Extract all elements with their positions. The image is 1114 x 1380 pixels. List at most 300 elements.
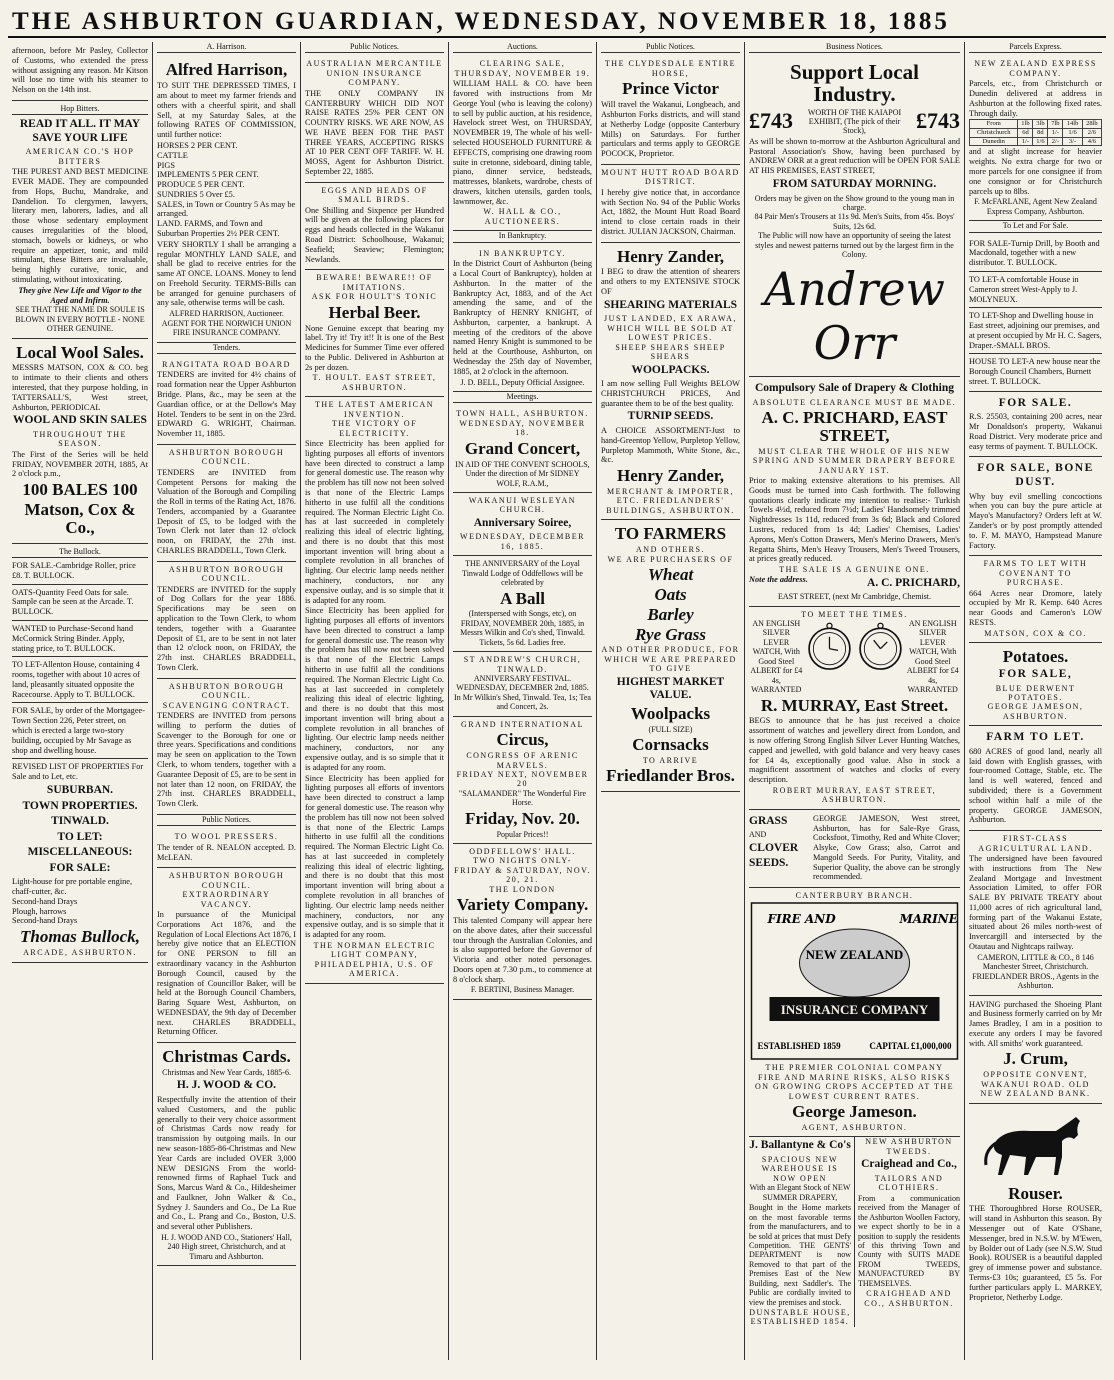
turnip-title: TURNIP SEEDS. xyxy=(627,410,714,423)
victory-body: Since Electricity has been applied for lighting purposes all efforts of inventors have been directed to construct a lamp for general domestic use. The reason why the problem has till now not been solved is that none of the Electric Lamps hitherto in use fulfil all the conditions required. The Norman Electric Light Co. has at last succeeded in completely realizing this ideal of electric lighting, and there is no doubt that this most important invention will bring about a complete revolution in all branches of lighting. Our electric lamp needs neither machinery, conductors, nor any expensive outlay, and is so simple that it is adapted for any room. xyxy=(305,773,444,940)
zander-ad xyxy=(601,243,740,521)
wool-sub2: THROUGHOUT THE SEASON. xyxy=(33,429,127,449)
column-1 xyxy=(8,42,153,1360)
vacancy-ad xyxy=(157,868,296,1043)
hop-body: THE PUREST AND BEST MEDICINE EVER MADE. They are compounded from Hops, Buchu, Mandrake, and Dandelion. To clergymen, lawyers, literary men, laborers, ladies, and all those whose sedentary employment causes irregularities of the blood, stomach, bowels or kidneys, or who require an appetizer, tonic, and mild stimulant, these Bitters are invaluable, being highly curative, tonic, and stimulating, without intoxicating. xyxy=(12,167,148,284)
aus-title: AUSTRALIAN MERCANTILE UNION INSURANCE COMPANY. xyxy=(306,59,443,88)
pocket-watch-icon xyxy=(855,619,906,675)
forsale-list xyxy=(12,877,148,926)
divider xyxy=(969,353,1102,354)
grass-seeds-ad xyxy=(749,810,960,888)
bankruptcy-ad xyxy=(453,246,592,392)
crum-intro: HAVING purchased the Shoeing Plant and Business formerly carried on by Mr James Bradley, I am in a position to execute any orders I may be favored with. All smiths' work guaranteed. xyxy=(969,999,1102,1048)
hop-sub: AMERICAN CO.'S HOP BITTERS xyxy=(25,147,135,166)
watch-row xyxy=(749,619,960,695)
horse-icon xyxy=(976,1111,1096,1181)
farms-title: FARMS TO LET WITH COVENANT TO PURCHASE. xyxy=(983,559,1088,588)
circus-title: Circus, xyxy=(496,730,549,750)
tender-body: TENDERS are INVITED from persons willing to perform the duties of Scavenger to the Borough for one or three years. Specifications and conditions may be seen on application to the Town Clerk, to whom tenders, together with a Guarantee Deposit of £5, are to be sent in not later than 12 noon, on FRIDAY, the 27th inst. CHARLES BRADDELL, Town Clerk. xyxy=(157,711,296,809)
premier-sub: FIRE AND MARINE RISKS, ALSO RISKS ON GROWING CROPS ACCEPTED AT THE LOWEST CURRENT RATES. xyxy=(754,1072,955,1101)
canterbury-branch: CANTERBURY BRANCH. xyxy=(795,891,914,901)
murray-title: R. MURRAY, East Street. xyxy=(760,695,949,715)
meetings-head: Meetings. xyxy=(453,392,592,403)
column-7 xyxy=(965,42,1106,1360)
wool-bales: 100 BALES 100 xyxy=(22,480,138,500)
rate-item: CATTLE xyxy=(157,150,188,160)
concert-ad xyxy=(453,406,592,492)
forsale-item: Plough, harrows xyxy=(12,906,67,916)
holt-title: ASK FOR HOULT'S TONIC xyxy=(311,292,438,302)
clover-word: CLOVER xyxy=(749,841,799,854)
table-cell: 28lb xyxy=(1082,120,1101,129)
murray-body: BEGS to announce that he has just received a choice assortment of watches and jewellery direct from London, and is now offering Strong English Silver Lever Hunting Watches, capped and jewelled, with gold balance and very heavy cases for £4 4s, exceptionally good value. Also in stock a magnificent assortment of watches and clocks of every description. xyxy=(749,716,960,785)
divider xyxy=(12,702,148,703)
fire-label: FIRE AND xyxy=(767,911,836,926)
hop-warn: SEE THAT THE NAME DR SOULE IS BLOWN IN EVERY BOTTLE - NONE OTHER GENUINE. xyxy=(15,305,145,334)
zander2-sub: MERCHANT & IMPORTER, ETC. FRIEDLANDERS' BUILDINGS, ASHBURTON. xyxy=(606,487,735,515)
latest-title: THE LATEST AMERICAN INVENTION. xyxy=(314,400,435,419)
woolpacks-body: I am now selling Full Weights BELOW CHRISTCHURCH PRICES, And guarantee them to be of the best quality. xyxy=(601,379,740,408)
table-cell: 1/6 xyxy=(1063,129,1082,138)
tinwald-head: TINWALD. xyxy=(51,815,109,828)
aus-body: THE ONLY COMPANY IN CANTERBURY WHICH DID NOT RAISE RATES 25% PER CENT ON COUNTRY RISKS. WE ARE NOW, AS WE HAVE BEEN FOR THE PAST THREE YEARS, ACCEPTING RISKS AT 10 PER CENT OFF TARIFF. W. H. MOSS, Agent for Ashburton District. September 22, 1885. xyxy=(305,88,444,176)
vacancy-body: In pursuance of the Municipal Corporations Act 1876, and the Regulation of Local Elections Act 1876, I hereby give notice that an ELECTION for ONE PERSON to fill an extraordinary vacancy in the Ashburton Borough Council, caused by the resignation of Councillor Baker, will be held at the Borough Council Chambers, Baring Square West, Ashburton, on WEDNESDAY, the 9th day of December next. CHARLES BRADDELL, Returning Officer. xyxy=(157,910,296,1037)
support-body: As will be shown to-morrow at the Ashburton Agricultural and Pastoral Association's Show, having been purchased by ANDREW ORR at a great reduction will be OPEN FOR SALE AT HIS PREMISES, EAST STREET, xyxy=(749,136,960,176)
table-cell: 14lb xyxy=(1063,120,1082,129)
bullock-head: The Bullock. xyxy=(12,547,148,558)
grand-concert: Grand Concert, xyxy=(464,438,581,458)
mount-title: MOUNT HUTT ROAD BOARD DISTRICT. xyxy=(601,167,740,187)
tender-title: ASHBURTON BOROUGH COUNCIL. xyxy=(168,447,285,467)
intro-ad xyxy=(12,42,148,101)
wool-pressers-title: TO WOOL PRESSERS. xyxy=(174,832,279,842)
bankruptcy-title: IN BANKRUPTCY. xyxy=(479,248,566,258)
table-cell: 2/6 xyxy=(1082,129,1101,138)
wood-sign: H. J. WOOD AND CO., Stationers' Hall, 240 High street, Christchurch, and at Timaru and Ashburton. xyxy=(161,1232,292,1261)
divider xyxy=(969,307,1102,308)
forsale2-title: FOR SALE, xyxy=(998,668,1073,680)
murray-ad xyxy=(749,607,960,810)
farms-body: 664 Acres near Dromore, lately occupied by Mr R. Kemp. 640 Acres near Goods and Cameron's LOW RESTS. xyxy=(969,588,1102,627)
rate-item: LAND. FARMS, and Town and Suburban Properties 2½ PER CENT. xyxy=(157,219,280,238)
harrison-ad xyxy=(157,56,296,342)
price-row xyxy=(749,108,960,136)
produce: AND OTHER PRODUCE, FOR WHICH WE ARE PREPARED TO GIVE xyxy=(601,645,740,674)
firstclass-title: FIRST-CLASS AGRICULTURAL LAND. xyxy=(978,834,1093,853)
dunstable: DUNSTABLE HOUSE, ESTABLISHED 1854. xyxy=(749,1308,851,1327)
column-3 xyxy=(301,42,449,1360)
shears-line: SHEEP SHEARS SHEEP SHEARS xyxy=(615,342,726,362)
beware-title: BEWARE! BEWARE!! OF IMITATIONS. xyxy=(316,273,433,292)
potatoes-ad xyxy=(969,643,1102,726)
nz-label: NEW ZEALAND xyxy=(805,946,904,962)
crum-sub: OPPOSITE CONVENT, WAKANUI ROAD. OLD NEW ZEALAND BANK. xyxy=(980,1070,1091,1099)
craighead-body: From a communication received from the Manager of the Ashburton Woollen Factory, we expect shortly to be in a position to supply the residents of this thriving Town and County with SUITS MADE FROM TWEEDS, MANUFACTURED BY THEMSELVES. xyxy=(858,1193,960,1288)
popular-prices: Popular Prices!! xyxy=(496,829,549,839)
tolet-list xyxy=(969,236,1102,392)
herbal-body: None Genuine except that bearing my label. Try it! Try it!! It is one of the Best Medicines for Summer Time ever offered to the Public. Delivered in Ashburton at 2s per dozen. xyxy=(305,323,444,372)
farmers-sub: AND OTHERS. xyxy=(636,545,705,555)
rate-item: SALES, in Town or Country 5 As may be arranged. xyxy=(157,199,296,219)
circus-ad xyxy=(453,717,592,844)
rate-item: PIGS xyxy=(157,160,175,170)
london: THE LONDON xyxy=(489,884,556,894)
prichard-address xyxy=(749,575,960,593)
eggs-ad xyxy=(305,183,444,271)
tolet-head: TO LET: xyxy=(57,830,103,843)
table-cell: 2/- xyxy=(1048,137,1063,146)
clearing-title: CLEARING SALE, xyxy=(479,59,566,69)
victory-body: Since Electricity has been applied for lighting purposes all efforts of inventors have been directed to construct a lamp for general domestic use. The reason why the problem has till now not been solved is that none of the Electric Lamps hitherto in use fulfil all the conditions required. The Norman Electric Light Co. has at last succeeded in completely realizing this ideal of electric lighting, and there is no doubt that this most important invention will bring about a complete revolution in all branches of lighting. Our electric lamp needs neither machinery, conductors, nor any expensive outlay, and is so simple that it is adapted for any room. xyxy=(305,439,444,605)
crum-title: J. Crum, xyxy=(1003,1049,1068,1069)
zander-title: Henry Zander, xyxy=(616,246,725,266)
victory-sign: THE NORMAN ELECTRIC LIGHT COMPANY, PHILADELPHIA, U.S. OF AMERICA. xyxy=(313,940,436,979)
grass-words xyxy=(749,813,813,883)
divider xyxy=(12,620,148,621)
table-cell: 1/- xyxy=(1048,129,1063,138)
xmas-sub: Christmas and New Year Cards, 1885-6. xyxy=(162,1068,291,1078)
soiree-title: Anniversary Soiree, xyxy=(473,516,572,529)
wood-body: Respectfully invite the attention of their valued Customers, and the public generally to their very choice assortment of Christmas Cards now ready for transmission by outgoing mails. In our new season-1885-86-Christmas and New Year Cards are included OVER 3,000 NEW DESIGNS From the world-renowned firms of Raphael Tuck and Sons, Marcus Ward & Co., Hildesheimer and Faulkner, John Walker & Co., Sydney J. Saunders and Co., De La Rue and Co., L. Prang and Co., Boston, U.S. and several other Publishers. xyxy=(157,1095,296,1232)
column-6 xyxy=(745,42,965,1360)
note-address: Note the address. xyxy=(749,574,808,584)
forsale-item: Light-house for pre portable engine, chaff-cutter, &c. xyxy=(12,877,133,897)
established-label: ESTABLISHED 1859 xyxy=(757,1040,841,1051)
town-hall: TOWN HALL, ASHBURTON. xyxy=(456,409,589,419)
columns xyxy=(8,42,1106,1360)
ballantyne-ad xyxy=(749,1137,855,1326)
craighead-sign: CRAIGHEAD AND CO., ASHBURTON. xyxy=(864,1289,954,1308)
wakanui-church: WAKANUI WESLEYAN CHURCH. xyxy=(468,495,577,515)
tenders-head: Tenders. xyxy=(157,343,296,354)
clearing-sale-ad xyxy=(453,56,592,231)
woolpacks2: Woolpacks xyxy=(630,703,711,723)
grain-item: Oats xyxy=(654,584,687,604)
table-cell: 7lb xyxy=(1048,120,1063,129)
hop-bitters-ad xyxy=(12,101,148,339)
crum-ad xyxy=(969,996,1102,1104)
col4-head: Auctions. xyxy=(453,42,592,53)
farms-ad xyxy=(969,556,1102,643)
friedlander-sign: Friedlander Bros. xyxy=(606,766,735,786)
nz-insurance-ad xyxy=(749,888,960,1137)
soiree-date: WEDNESDAY, DECEMBER 16, 1885. xyxy=(460,532,585,551)
divider xyxy=(12,656,148,657)
eggs-title: EGGS AND HEADS OF SMALL BIRDS. xyxy=(321,185,428,205)
concert-date: WEDNESDAY, NOVEMBER 18. xyxy=(459,418,586,438)
ball-head: THE ANNIVERSARY of the Loyal Tinwald Lodge of Oddfellows will be celebrated by xyxy=(462,559,583,588)
forsale-item: Second-hand Drays xyxy=(12,896,78,906)
town-head: TOWN PROPERTIES. xyxy=(22,799,138,812)
circus-dates: FRIDAY NEXT, NOVEMBER 20 xyxy=(456,769,589,789)
murray-sign: ROBERT MURRAY, EAST STREET, ASHBURTON. xyxy=(772,785,937,805)
insurance-emblem-logo xyxy=(749,901,960,1061)
salamander: "SALAMANDER" The Wonderful Fire Horse. xyxy=(458,788,587,808)
circus-head: GRAND INTERNATIONAL xyxy=(461,719,584,729)
harrison-sign: ALFRED HARRISON, Auctioneer. AGENT FOR THE NORWICH UNION FIRE INSURANCE COMPANY. xyxy=(161,309,292,338)
hop-tag: They give New Life and Vigor to the Aged and Infirm. xyxy=(18,285,142,305)
grain-item: Wheat xyxy=(647,565,694,585)
tender-body: TENDERS are INVITED from Competent Persons for making the Valuation of the Borough and Compiling the Roll in terms of the Rating Act, 1876. Tenders, accompanied by a Guarantee Deposit of £5, to be lodged with the Town Clerk not later than 12 o'clock noon, on FRIDAY, the 27th inst. CHARLES BRADDELL, Town Clerk. xyxy=(157,467,296,556)
marine-label: MARINE xyxy=(899,911,958,926)
firstclass-sign: CAMERON, LITTLE & CO., 8 146 Manchester Street, Christchurch. FRIEDLANDER BROS., Agents in the Ashburton. xyxy=(972,952,1099,991)
prichard-sub: MUST CLEAR THE WHOLE OF HIS NEW SPRING AND SUMMER DRAPERY BEFORE JANUARY 1ST. xyxy=(752,446,957,475)
masthead xyxy=(8,6,1106,38)
prince-victor-ad xyxy=(601,56,740,164)
hop-title: READ IT ALL. IT MAY SAVE YOUR LIFE xyxy=(19,118,141,144)
farm-body: 680 ACRES of good land, nearly all laid down with English grasses, with four-roomed Cottage, Stable, etc. The land is well watered, fenced and subdivided; there is a Government school within half a mile of the property. GEORGE JAMESON, Ashburton. xyxy=(969,746,1102,825)
bullock-item: FOR SALE, by order of the Mortgagee-Town Section 226, Peter street, on which is erected a large two-story building, occupied by Mr Savage as shop and dwelling house. xyxy=(12,706,145,755)
intro-text: afternoon, before Mr Pasley, Collector of Customs, who extended the press without assigning any reason. Mr Kitson will lose no time with his steamer to Nelson on the 14th inst. xyxy=(12,46,148,95)
bonedust-title: FOR SALE, BONE DUST. xyxy=(977,462,1094,489)
farms-sign: MATSON, COX & CO. xyxy=(984,628,1087,638)
misc-head: MISCELLANEOUS: xyxy=(27,846,133,859)
divider xyxy=(12,758,148,759)
bullock-ad xyxy=(12,544,148,963)
harrison-rates xyxy=(157,141,296,239)
hop-head: Hop Bitters. xyxy=(12,104,148,115)
table-cell: 4/6 xyxy=(1082,137,1101,146)
suburban-head: SUBURBAN. xyxy=(46,783,114,796)
grass-word: GRASS xyxy=(749,814,788,827)
bullock-item: FOR SALE.-Cambridge Roller, price £8. T. BULLOCK. xyxy=(12,561,136,580)
capital-label: CAPITAL £1,000,000 xyxy=(869,1040,952,1051)
electric-light-ad xyxy=(305,397,444,983)
table-row xyxy=(970,129,1102,138)
variety-ad xyxy=(453,844,592,1000)
victory-title: THE VICTORY OF ELECTRICITY. xyxy=(331,419,418,438)
seeds-word: SEEDS. xyxy=(749,857,789,870)
farmers-title: TO FARMERS xyxy=(614,524,727,544)
prichard-title: A. C. PRICHARD, EAST STREET, xyxy=(761,408,948,445)
table-cell: 6d xyxy=(1018,129,1033,138)
agricultural-land-ad xyxy=(969,831,1102,995)
premier-title: THE PREMIER COLONIAL COMPANY xyxy=(765,1063,944,1073)
bullock-item: REVISED LIST OF PROPERTIES For Sale and to Let, etc. xyxy=(12,762,144,782)
tender-body: TENDERS are invited for 4½ chains of road formation near the Upper Ashburton Bridge. Plans, &c., may be seen at the Guardian office, or at the Dellow's May Hotel. Tenders to be sent in on the 23rd. EDWARD G. WRIGHT, Chairman. November 11, 1885. xyxy=(157,370,296,439)
bullock-list xyxy=(12,561,148,782)
rouser-title: Rouser. xyxy=(1008,1183,1063,1203)
craighead-ad xyxy=(855,1137,960,1326)
aus-insurance-ad xyxy=(305,56,444,182)
clearing-sign: W. HALL & CO., AUCTIONEERS. xyxy=(483,207,562,226)
eggs-body: One Shilling and Sixpence per Hundred will be given at the following places for eggs and heads collected in the Wakanui Road District: Schoolhouse, Wakanui; Seafield; Seaview; Flemington; Newlands. xyxy=(305,205,444,264)
table-row xyxy=(970,137,1102,146)
table-cell: Dunedin xyxy=(970,137,1018,146)
mount-hutt-ad xyxy=(601,165,740,243)
xmas-title: Christmas Cards. xyxy=(162,1047,291,1067)
meet-times: TO MEET THE TIMES. xyxy=(801,609,908,619)
wool-sub: WOOL AND SKIN SALES xyxy=(13,414,147,427)
bullock-sign: Thomas Bullock, xyxy=(20,927,140,947)
blue-derwent: BLUE DERWENT POTATOES. xyxy=(995,683,1076,702)
grass-body: GEORGE JAMESON, West street, Ashburton, has for Sale-Rye Grass, Cocksfoot, Timothy, Red and White Clover; Alsyke, Cow Grass; also, Carrot and Mangold Seeds. For Purity, Vitality, and Superior Quality, the above can be strongly recommended. xyxy=(813,813,960,882)
prince-body: Will travel the Wakanui, Longbeach, and Ashburton Forks districts, and will stand at Netherby Lodge (opposite Canterbury Mills) on Saturdays. For further particulars and terms apply to GEORGE POCOCK, Proprietor. xyxy=(601,100,740,159)
tender-body: TENDERS are INVITED for the supply of Dog Collars for the year 1886. Specifications may be seen on application to the Town Clerk, to whom tenders, together with a Guarantee Deposit of £1, are to be sent in not later than 12 o'clock noon, on FRIDAY, the 27th inst. CHARLES BRADDELL, Town Clerk. xyxy=(157,584,296,672)
farm-to-let-ad xyxy=(969,726,1102,831)
nz-express-ad xyxy=(969,56,1102,221)
variety-sign: F. BERTINI, Business Manager. xyxy=(470,985,575,995)
bullock-addr: ARCADE, ASHBURTON. xyxy=(23,948,137,958)
rates-table xyxy=(969,119,1102,146)
price-mid: WORTH OF THE KAIAPOI EXHIBIT, (The pick of their Stock), xyxy=(807,107,902,136)
nzexpress-title: NEW ZEALAND EXPRESS COMPANY. xyxy=(974,59,1097,78)
ball-sub: (Interspersed with Songs, etc), on FRIDAY, NOVEMBER 20th, 1885, in Messrs Wilkin and Co's shed, Tinwald. Tickets, 5s 6d. Ladies free. xyxy=(460,609,585,647)
wood-name: H. J. WOOD & CO. xyxy=(176,1079,277,1092)
vacancy-title: ASHBURTON BOROUGH COUNCIL. EXTRAORDINARY VACANCY. xyxy=(168,871,285,909)
standrew-ad xyxy=(453,652,592,717)
jameson-title: George Jameson. xyxy=(792,1102,917,1122)
clearing-date: THURSDAY, NOVEMBER 19. xyxy=(454,68,591,78)
tolet-item: TO LET-A comfortable House in Cameron street West-Apply to J. MOLYNEUX. xyxy=(969,274,1079,304)
tolet-head: To Let and For Sale. xyxy=(969,221,1102,232)
matson-sign: Matson, Cox & Co., xyxy=(24,499,136,537)
column-5 xyxy=(597,42,745,1360)
herbal-title: Herbal Beer. xyxy=(328,302,421,322)
two-nights: TWO NIGHTS ONLY- FRIDAY & SATURDAY, NOV. 20, 21. xyxy=(454,856,591,885)
tender-4 xyxy=(157,679,296,815)
ball-title: A Ball xyxy=(500,588,545,608)
bullock-item: TO LET-Allenton House, containing 4 rooms, together with about 10 acres of land, pleasantly situated opposite the Racecourse. Apply to T. BULLOCK. xyxy=(12,660,140,699)
absolute: ABSOLUTE CLEARANCE MUST BE MADE. xyxy=(752,397,957,407)
ballantyne-title: J. Ballantyne & Co's xyxy=(749,1139,851,1152)
tender-title: ASHBURTON BOROUGH COUNCIL. xyxy=(168,564,285,584)
tweeds: NEW ASHBURTON TWEEDS. xyxy=(865,1137,953,1156)
column-2 xyxy=(153,42,301,1360)
masthead-title: THE ASHBURTON GUARDIAN, WEDNESDAY, NOVEMBER 18, 1885 xyxy=(12,8,950,35)
nzexpress-body: Parcels, etc., from Christchurch or Dunedin delivered at address in Ashburton at the following fixed rates. Through daily. xyxy=(969,79,1102,118)
forsale-item: Second-hand Drays xyxy=(12,916,78,926)
wool-pressers-body: The tender of R. NEALON accepted. D. McLEAN. xyxy=(157,842,296,862)
kaiapoi: The Public will now have an opportunity of seeing the latest styles and newest patterns turned out by the largest firm in the Colony. xyxy=(755,231,954,260)
prince-title: Prince Victor xyxy=(622,79,719,99)
full-size: (FULL SIZE) xyxy=(648,724,693,734)
and-word: AND xyxy=(749,830,767,840)
price-right: £743 xyxy=(916,107,960,133)
compulsory-title: Compulsory Sale of Drapery & Clothing xyxy=(754,382,954,395)
harrison-more: VERY SHORTLY I shall be arranging a regular MONTHLY LAND SALE, and shall be glad to receive entries for the same AT ONCE. LOANS. Money to lend on Freehold Security. TERMS-Bills can be arranged for genuine purchasers of any sale, otherwise terms will be cash. xyxy=(157,239,296,308)
tender-title: RANGITATA ROAD BOARD xyxy=(162,360,291,369)
wool-pressers-ad xyxy=(157,829,296,868)
harrison-title: Alfred Harrison, xyxy=(165,60,288,80)
table-cell: 1lb xyxy=(1018,120,1033,129)
bottom-pair xyxy=(749,1137,960,1326)
table-cell: Christchurch xyxy=(970,129,1018,138)
herbal-beer-ad xyxy=(305,270,444,397)
genuine: THE SALE IS A GENUINE ONE. xyxy=(779,565,930,575)
wool-title: Local Wool Sales. xyxy=(16,342,144,362)
zander-body: I BEG to draw the attention of shearers and others to my EXTENSIVE STOCK OF xyxy=(601,267,740,297)
prichard-ad xyxy=(749,377,960,606)
table-row xyxy=(970,120,1102,129)
saturday: FROM SATURDAY MORNING. xyxy=(772,177,937,190)
variety-body: This talented Company will appear here on the above dates, after their successful tour through the Australian Colonies, and is also supported before the Governor of Victoria and other noted personages. Doors open at 7.30 p.m., to commence at 8 o'clock sharp. xyxy=(453,916,592,984)
herbal-sign: T. HOULT. EAST STREET, ASHBURTON. xyxy=(312,373,437,392)
spacious: SPACIOUS NEW WAREHOUSE IS NOW OPEN xyxy=(761,1155,839,1183)
bonedust-ad xyxy=(969,457,1102,556)
turnip-body: A CHOICE ASSORTMENT-Just to hand-Greentop Yellow, Purpletop Yellow, Purpletop Mammoth, White Stone, &c., &c. xyxy=(601,426,740,465)
orr-signature: Andrew Orr xyxy=(764,261,945,370)
blue-sign: GEORGE JAMESON, ASHBURTON. xyxy=(987,702,1084,721)
friday-title: Friday, Nov. 20. xyxy=(465,808,580,828)
column-4 xyxy=(449,42,597,1360)
bankruptcy-head: In Bankruptcy. xyxy=(453,231,592,242)
watch-right-text: AN ENGLISH SILVER LEVER WATCH, With Good Steel ALBERT for £4 4s, WARRANTED xyxy=(906,619,959,695)
grain-item: Rye Grass xyxy=(635,624,706,644)
prices-line: JUST LANDED, EX ARAWA, WHICH WILL BE SOLD AT LOWEST PRICES. xyxy=(604,314,737,343)
variety-title: Variety Company. xyxy=(456,895,589,915)
rate-item: HORSES 2 PER CENT. xyxy=(157,140,238,150)
tender-sub: SCAVENGING CONTRACT. xyxy=(162,700,291,710)
harrison-body: TO SUIT THE DEPRESSED TIMES, I am about to meet my farmer friends and others with a cheerful spirit, and shall Sell, at my Saturday Sales, at the following RATES OF COMMISSION, until further notice: xyxy=(157,81,296,140)
forsale1-body: R.S. 25503, containing 200 acres, near Mr Donaldson's property, Wakanui Road District. Very moderate price and easy terms of payment. T. BULLOCK. xyxy=(969,412,1102,451)
col6-head: Business Notices. xyxy=(749,42,960,53)
rouser-ad xyxy=(969,1104,1102,1308)
forsale1-title: FOR SALE. xyxy=(998,396,1073,409)
standrew-title: ST ANDREW'S CHURCH, TINWALD. xyxy=(463,655,582,674)
col5-head: Public Notices. xyxy=(601,42,740,53)
price-left: £743 xyxy=(749,107,793,133)
divider xyxy=(969,271,1102,272)
wool-body: MESSRS MATSON, COX & CO. beg to intimate to their clients and others interested, that they purpose holding, in TATTERSALL'S, West street, Ashburton, PERIODICAL xyxy=(12,363,148,412)
col7-head: Parcels Express. xyxy=(969,42,1102,53)
table-cell: 1/6 xyxy=(1033,137,1048,146)
divider xyxy=(12,584,148,585)
prichard2-sub: EAST STREET, (next Mr Cambridge, Chemist. xyxy=(777,592,932,602)
tolet-item: TO LET-Shop and Dwelling house in East street, adjoining our premises, and at present occupied by Mr H. C. Sagers, Draper.-SMALL BROS. xyxy=(969,311,1102,350)
insurance-label: INSURANCE COMPANY xyxy=(780,1001,929,1017)
prichard-body: Prior to making extensive alterations to his premises. All Goods must be turned into Cash forthwith. The following quotations clearly indicate my intention to realise:- Turkish Towels 4½d, reduced from 7½d; Ladies' Handsomely trimmed Nightdresses 1s 11d, reduced from 3s 6d; Black and Colored Lustres, reduced from 1s 4d; Ladies' Chemises, Ladies' Aprons, Men's Cotton Drawers, Men's Merino Drawers, Men's Regatta Shirts, Men's Heavy Trousers, Men's Tweed Trousers, at prices greatly reduced. xyxy=(749,476,960,564)
forsale-land-ad xyxy=(969,392,1102,458)
farm-title: FARM TO LET. xyxy=(986,731,1085,744)
drapery: With an Elegant Stock of NEW SUMMER DRAPERY, xyxy=(749,1183,851,1202)
shearing-title: SHEARING MATERIALS xyxy=(603,298,738,311)
ball-ad xyxy=(453,556,592,652)
arrive: TO ARRIVE xyxy=(642,755,699,765)
clydesdale: THE CLYDESDALE ENTIRE HORSE, xyxy=(604,59,737,78)
forsale-head: FOR SALE: xyxy=(49,861,111,874)
watch-left-text: AN ENGLISH SILVER LEVER WATCH, With Good Steel ALBERT for £4 4s, WARRANTED xyxy=(750,619,803,695)
suits: 84 Pair Men's Trousers at 11s 9d. Men's Suits, from 45s. Boys' Suits, 12s 6d. xyxy=(754,212,955,231)
table-cell: 3/- xyxy=(1063,137,1082,146)
highest: HIGHEST MARKET VALUE. xyxy=(616,675,725,702)
col2-head: A. Harrison. xyxy=(157,42,296,53)
woolpacks-title: WOOLPACKS. xyxy=(631,363,710,376)
jameson-sub: AGENT, ASHBURTON. xyxy=(801,1123,908,1132)
bullock-item: WANTED to Purchase-Second hand McCormick String Binder. Apply, stating price, to T. BULLOCK. xyxy=(12,624,133,653)
tender-title: ASHBURTON BOROUGH COUNCIL. xyxy=(168,681,285,701)
tolet-item: HOUSE TO LET-A new house near the Borough Council Chambers, Burnett street. T. BULLOCK. xyxy=(969,357,1101,386)
table-cell: 3lb xyxy=(1033,120,1048,129)
tender-3 xyxy=(157,562,296,679)
table-cell: From xyxy=(970,120,1018,129)
oddfellows-title: ODDFELLOWS' HALL. xyxy=(469,846,576,856)
tender-1 xyxy=(157,357,296,445)
support-title: Support Local Industry. xyxy=(790,60,919,107)
nzexpress-sign: F. McFARLANE, Agent New Zealand Express Company, Ashburton. xyxy=(974,197,1097,216)
bankruptcy-sign: J. D. BELL, Deputy Official Assignee. xyxy=(460,377,585,387)
circus-sub: CONGRESS OF ARENIC MARVELS. xyxy=(466,751,579,770)
col3-head: Public Notices. xyxy=(305,42,444,53)
rate-item: IMPLEMENTS 5 PER CENT. xyxy=(157,170,259,180)
tolet-item: FOR SALE-Turnip Drill, by Booth and Macdonald, together with a new distributor. T. BULLOCK. xyxy=(969,238,1100,268)
cornsacks: Cornsacks xyxy=(632,735,709,755)
zander2-title: Henry Zander, xyxy=(616,466,725,486)
nzexpress-more: and at slight increase for heavier weights. No extra charge for two or more parcels for one consignee if from one consignor or for Christchurch parcels up to 8lbs. xyxy=(969,147,1102,196)
grain-item: Barley xyxy=(647,604,694,624)
wool-sales-ad xyxy=(12,339,148,544)
bankruptcy-body: In the District Court of Ashburton (being a Local Court of Bankruptcy), holden at Ashburton. In the matter of the Bankruptcy Act, 1883, and of the Act amending the same, and of the Bankruptcy of HENRY KNIGHT, of Ashburton, carpenter, a bankrupt. A meeting of the creditors of the above named Henry Knight is summoned to be held at the Courthouse, Ashburton, on Wednesday the 25th day of November, 1885, at 2 o'clock in the afternoon. xyxy=(453,259,592,376)
